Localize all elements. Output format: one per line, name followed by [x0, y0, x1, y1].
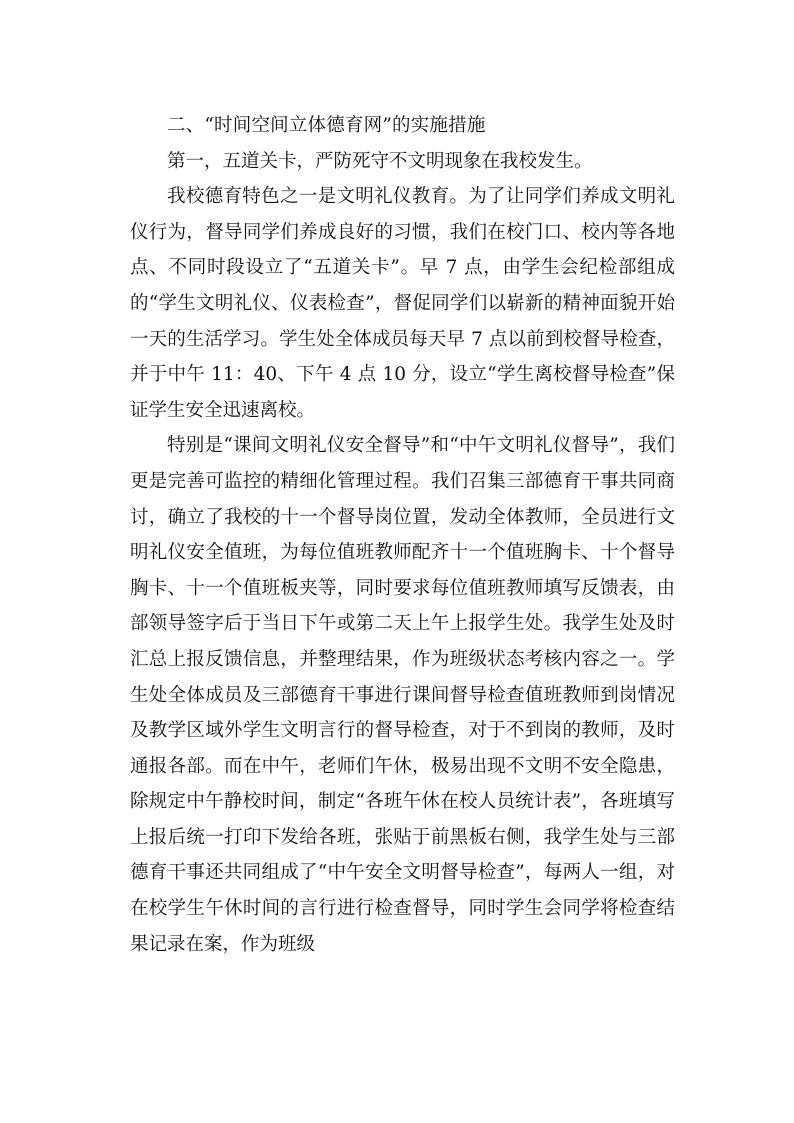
body-paragraph: 特别是“课间文明礼仪安全督导”和“中午文明礼仪督导”，我们更是完善可监控的精细化管理过程。我们召集三部德育干事共同商讨，确立了我校的十一个督导岗位置，发动全体教师，全员进行文明礼仪安全值班，为每位值班教师配齐十一个值班胸卡、十个督导胸卡、十一个值班板夹等，同时要求每位值班教师填写反馈表，由部领导签字后于当日下午或第二天上午上报学生处。我学生处及时汇总上报反馈信息，并整理结果，作为班级状态考核内容之一。学生处全体成员及三部德育干事进行课间督导检查值班教师到岗情况及教学区域外学生文明言行的督导检查，对于不到岗的教师，及时通报各部。而在中午，老师们午休，极易出现不文明不安全隐患，除规定中午静校时间，制定“各班午休在校人员统计表”，各班填写上报后统一打印下发给各班，张贴于前黑板右侧，我学生处与三部德育干事还共同组成了“中午安全文明督导检查”，每两人一组，对在校学生午休时间的言行进行检查督导，同时学生会同学将检查结果记录在案，作为班级	[130, 435, 675, 955]
subsection-heading: 第一，五道关卡，严防死守不文明现象在我校发生。	[167, 150, 593, 172]
body-paragraph: 我校德育特色之一是文明礼仪教育。为了让同学们养成文明礼仪行为，督导同学们养成良好的习惯，我们在校门口、校内等各地点、不同时段设立了“五道关卡”。早 7 点，由学生会纪检部组成的“学生文明礼仪、仪表检查”，督促同学们以崭新的精神面貌开始一天的生活学习。学生处全体成员每天早 7 点以前到校督导检查，并于中午 11：40、下午 4 点 10 分，设立“学生离校督导检查”保证学生安全迅速离校。	[130, 186, 675, 421]
document-body	[130, 108, 675, 962]
section-heading: 二、“时间空间立体德育网”的实施措施	[167, 115, 486, 136]
